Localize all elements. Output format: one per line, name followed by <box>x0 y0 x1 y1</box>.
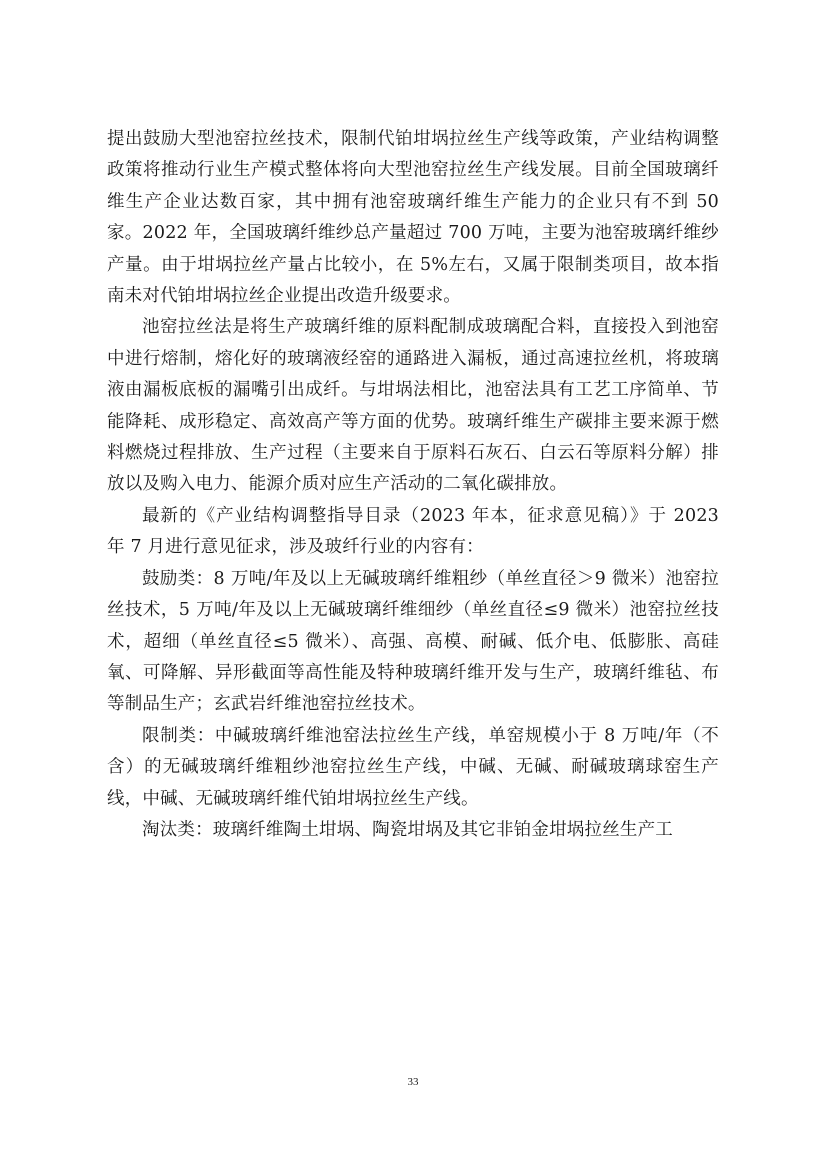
body-text <box>107 124 719 846</box>
paragraph-restricted: 限制类：中碱玻璃纤维池窑法拉丝生产线，单窑规模小于 8 万吨/年（不含）的无碱玻璃纤维粗纱池窑拉丝生产线，中碱、无碱、耐碱玻璃球窑生产线，中碱、无碱玻璃纤维代铂坩埚拉丝生产线。 <box>107 725 719 809</box>
paragraph-eliminated: 淘汰类：玻璃纤维陶土坩埚、陶瓷坩埚及其它非铂金坩埚拉丝生产工 <box>142 819 673 840</box>
paragraph-tank-furnace-method: 池窑拉丝法是将生产玻璃纤维的原料配制成玻璃配合料，直接投入到池窑中进行熔制，熔化好的玻璃液经窑的通路进入漏板，通过高速拉丝机，将玻璃液由漏板底板的漏嘴引出成纤。与坩埚法相比，池窑法具有工艺工序简单、节能降耗、成形稳定、高效高产等方面的优势。玻璃纤维生产碳排主要来源于燃料燃烧过程排放、生产过程（主要来自于原料石灰石、白云石等原料分解）排放以及购入电力、能源介质对应生产活动的二氧化碳排放。 <box>107 317 719 495</box>
paragraph-policy-overview: 提出鼓励大型池窑拉丝技术，限制代铂坩埚拉丝生产线等政策，产业结构调整政策将推动行业生产模式整体将向大型池窑拉丝生产线发展。目前全国玻璃纤维生产企业达数百家，其中拥有池窑玻璃纤维生产能力的企业只有不到 50 家。2022 年，全国玻璃纤维纱总产量超过 700 万吨，主要为池窑玻璃纤维纱产量。由于坩埚拉丝产量占比较小，在 5%左右，又属于限制类项目，故本指南未对代铂坩埚拉丝企业提出改造升级要求。 <box>107 129 719 307</box>
paragraph-catalog-intro: 最新的《产业结构调整指导目录（2023 年本，征求意见稿）》于 2023 年 7 月进行意见征求，涉及玻纤行业的内容有： <box>107 505 719 558</box>
paragraph-encouraged: 鼓励类：8 万吨/年及以上无碱玻璃纤维粗纱（单丝直径＞9 微米）池窑拉丝技术，5 万吨/年及以上无碱玻璃纤维细纱（单丝直径≤9 微米）池窑拉丝技术，超细（单丝直径≤5 微米）、高强、高模、耐碱、低介电、低膨胀、高硅氧、可降解、异形截面等高性能及特种玻璃纤维开发与生产，玻璃纤维毡、布等制品生产；玄武岩纤维池窑拉丝技术。 <box>107 568 719 715</box>
page-number: 33 <box>407 1076 419 1088</box>
